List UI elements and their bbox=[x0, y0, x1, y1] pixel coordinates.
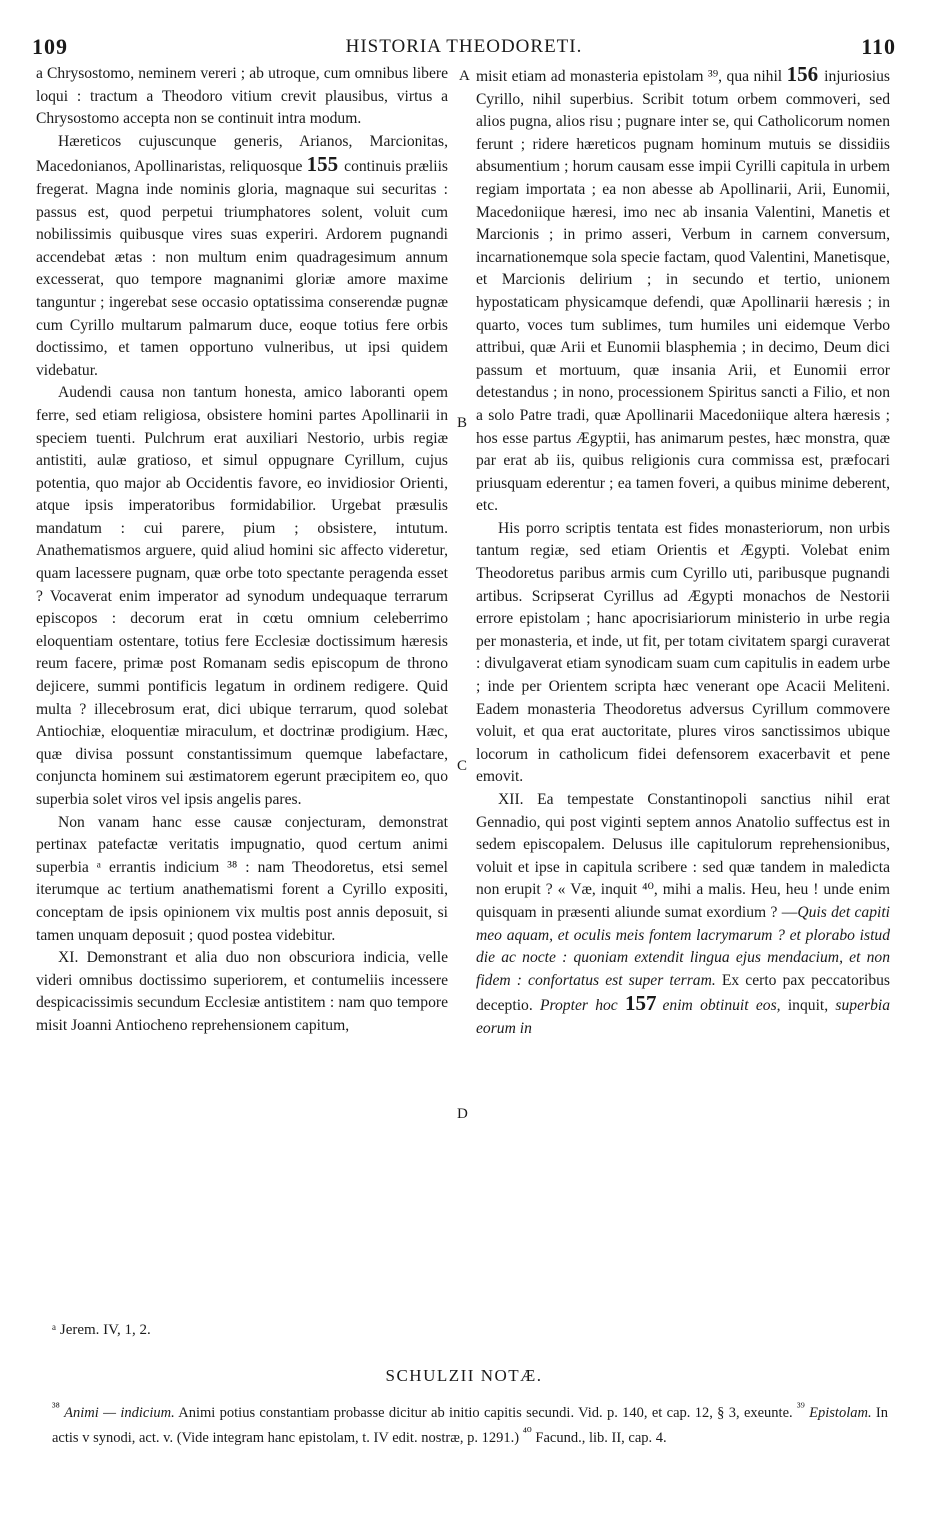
scripture-quote-3: enim obtinuit eos, bbox=[662, 997, 781, 1015]
right-paragraph-1-rest: injuriosius Cyrillo, nihil superbius. Scribit totum orbem commoveri, sed alios pugna, alios risu ; pugnare inter se, qui Catholicorum nomen ferunt ; ridere hæreticos pugnam hominum mutuis se dissidiis absumentium ; horum causam esse impii Cyrilli capitula in urbem regiam importata ; ea non abesse ab Apollinarii, Arii, Eunomii, Macedoniique hæresi, imo nec ab insania Valentini, Manetis et Marcionis ; in primo asseri, Verbum in carnem conversum, incarnationemque sola specie factam, quod Valentini, Manetisque, et Marcionis delirium ; in secundo et tertio, unionem hypostaticam physicamque defendi, quæ Apollinarii hæresis ; in quarto, voces tum sublimes, tum humiles uni eidemque Verbo attribui, quæ Arii et Eunomii blasphemia ; in decimo, Deum dici passum et mortuum, quæ insania Arii, et Eunomii error detestandus ; in nono, processionem Spiritus sancti a Filio, et non a solo Patre tradi, quæ Apollinarii Macedoniique altera hæresis ; hos esse partus Ægyptii, has animarum pestes, hæc monstra, quæ par erat ab iis, quibus religionis cura commissa est, præfocari priusquam ederentur ; ea tamen foveri, a quibus minime deberent, etc. bbox=[476, 68, 891, 515]
page-header bbox=[32, 34, 896, 60]
scripture-quote-4: superbia eorum in bbox=[476, 997, 890, 1037]
note-38-lemma: Animi — indicium. bbox=[64, 1404, 175, 1421]
left-paragraph-1: a Chrysostomo, neminem vereri ; ab utroque, cum omnibus libere loqui : tractum a Theodoro vitium crevit plausibus, virtus a Chrysostomo accepta non se continuit intra modum. bbox=[36, 65, 448, 128]
note-39-lemma: Epistolam. bbox=[809, 1404, 872, 1421]
note-40-text: Facund., lib. II, cap. 4. bbox=[535, 1429, 667, 1446]
note-39-text: In actis v synodi, act. v. (Vide integram hanc epistolam, t. IV edit. nostræ, p. 1291.) bbox=[52, 1404, 889, 1446]
scripture-quote-2: Propter hoc bbox=[540, 997, 618, 1015]
margin-number-157: 157 bbox=[625, 991, 657, 1016]
margin-number-155: 155 bbox=[306, 152, 339, 177]
inquit-word: inquit, bbox=[787, 997, 829, 1015]
right-paragraph-2: His porro scriptis tentata est fides monasteriorum, non urbis tantum regiæ, sed etiam Orientis et Ægypti. Volebat enim Theodoretus paribus armis cum Cyrillo uti, paribusque pugnandi artibus. Scripserat Cyrillus ad Ægypti monachos de Nestorii errore epistolam ; hanc apocrisiariorum ministerio in urbe regia per monasteria, et inde, ut fit, per totam civitatem spargi curaverat : divulgaverat etiam synodicam suam cum capitulis in eadem urbe ; inde per Orientem scripta hæc venerant ope Acacii Meliteni. Eadem monasteria Theodoretus adversus Cyrillum commovere voluit, et qua erat auctoritate, plures viros sanctissimos ubique locorum in catholicum fidei defensorem exacerbavit et pene emovit. bbox=[476, 519, 890, 786]
right-paragraph-3-start: XII. Ea tempestate Constantinopoli sanctius nihil erat Gennadio, qui post viginti septem annos Anatolio suffectus est in sedem episcopalem. Delusus ille capitulorum reprehensionibus, voluit et ipse in capitula scribere : sed quæ tandem in maledicta non erupit ? « Væ, inquit ⁴⁰, mihi a malis. Heu, heu ! unde enim quisquam in præsenti aliunde sumat exordium ? — bbox=[476, 791, 890, 921]
note-38-text: Animi potius constantiam probasse dicitur ab initio capitis secundi. Vid. p. 140, et cap. 12, § 3, exeunte. bbox=[178, 1404, 793, 1421]
notes-block bbox=[52, 1398, 888, 1448]
scripture-footnote: ᵃ Jerem. IV, 1, 2. bbox=[52, 1322, 151, 1338]
note-40-label: ⁴⁰ bbox=[522, 1424, 532, 1439]
left-paragraph-2-rest: continuis præliis fregerat. Magna inde nominis gloria, magnaque sui securitas : passus est, quod perpetui triumphatores solent, voluit cum nobilissimis quibusque vires suas experiri. Ardorem pugnandi accendebat ætas : non multum enim quadragesimum annum excesserat, quo tempore magnanimi gloriæ amore maxime tanguntur ; ingerebat sese occasio optatissima conserendæ pugnæ cum Cyrillo multarum palmarum duce, eoque totius fere orbis doctissimo, et tamen opportuno vulneribus, ut ipsi quidem videbatur. bbox=[36, 158, 448, 379]
margin-letter-a: A bbox=[459, 68, 470, 84]
left-paragraph-5: XI. Demonstrant et alia duo non obscuriora indicia, velle videri omnibus doctissimo superiorem, et contumeliis incessere despicacissimis secundum Ecclesiæ antistitem : nam quo tempore misit Joanni Antiocheno reprehensionem capitum, bbox=[36, 949, 448, 1034]
right-paragraph-1-start: misit etiam ad monasteria epistolam ³⁹, qua nihil bbox=[476, 68, 783, 85]
right-paragraph-3-continued: Ex certo pax peccatoribus deceptio. bbox=[476, 971, 890, 1015]
right-column bbox=[476, 63, 890, 1041]
left-paragraph-2-start: Hæreticos cujuscunque generis, Arianos, Marcionitas, Macedonianos, Apollinaristas, reliquosque bbox=[36, 132, 448, 176]
note-38-label: ³⁸ bbox=[52, 1400, 60, 1414]
margin-letter-d: D bbox=[457, 1106, 468, 1122]
right-paragraph-3 bbox=[476, 789, 890, 1041]
left-paragraph-3: Audendi causa non tantum honesta, amico laboranti opem ferre, sed etiam religiosa, obsistere homini partes Apollinarii in speciem tuenti. Pulchrum erat auxiliari Nestorio, urbis regiæ antistiti, aulæ gratioso, et simul oppugnare Cyrillum, cujus potentia, quo major ab Occidentis favore, eo invidiosior Orienti, atque ipsis imperatoribus formidabilior. Urgebat præsulis mandatum : cui parere, pium ; obsistere, intutum. Anathematismos arguere, quid aliud homini sic affecto videretur, quam lacessere pugnam, quæ orbe toto spectante peragenda esset ? Vocaverat enim imperator ad synodum undequaque terrarum episcopos : decorum erat in cœtu omnium celeberrimo eloquentiam ostentare, totius fere Ecclesiæ doctissimum hæresis reum facere, primæ post Romanam sedis episcopum de throno dejicere, summi pontificis legatum in ordinem redigere. Quid multa ? illecebrosum erat, dici ubique terrarum, quod solebat Antiochiæ, eloquentiæ miraculum, et doctrinæ prodigium. Hæc, quæ divisa possunt constantissimum quemque labefactare, conjuncta hominem sui æstimatorem egerunt præcipitem eo, quo superbia solet viros vel ipsis angelis pares. bbox=[36, 384, 448, 808]
scripture-quote: Quis det capiti meo aquam, et oculis meis fontem lacrymarum ? et plorabo istud die ac nocte : quoniam extendit lingua ejus mendacium, et non fidem : confortatus est super terram. bbox=[476, 903, 891, 989]
running-title: HISTORIA THEODORETI. bbox=[345, 36, 583, 57]
margin-number-156: 156 bbox=[786, 62, 819, 86]
note-39-label: ³⁹ bbox=[796, 1400, 805, 1414]
notes-title: SCHULZII NOTÆ. bbox=[385, 1366, 543, 1385]
page-number-right: 110 bbox=[861, 34, 896, 59]
left-paragraph-4: Non vanam hanc esse causæ conjecturam, demonstrat pertinax patefactæ veritatis impugnatio, quod certum animi superbia ᵃ errantis indicium ³⁸ : nam Theodoretus, etsi semel iterumque ac tertium anathematismi forent a Cyrillo expositi, conceptam de ipsis opinionem vix multis post annis deposuit, si tamen unquam deposuit ; quod postea videbitur. bbox=[36, 813, 448, 944]
margin-letter-c: C bbox=[457, 758, 468, 774]
right-paragraph-1 bbox=[476, 63, 890, 518]
left-column bbox=[36, 63, 448, 1038]
left-paragraph-2 bbox=[36, 131, 448, 383]
page-number-left: 109 bbox=[32, 34, 68, 59]
margin-letter-b: B bbox=[457, 415, 468, 431]
